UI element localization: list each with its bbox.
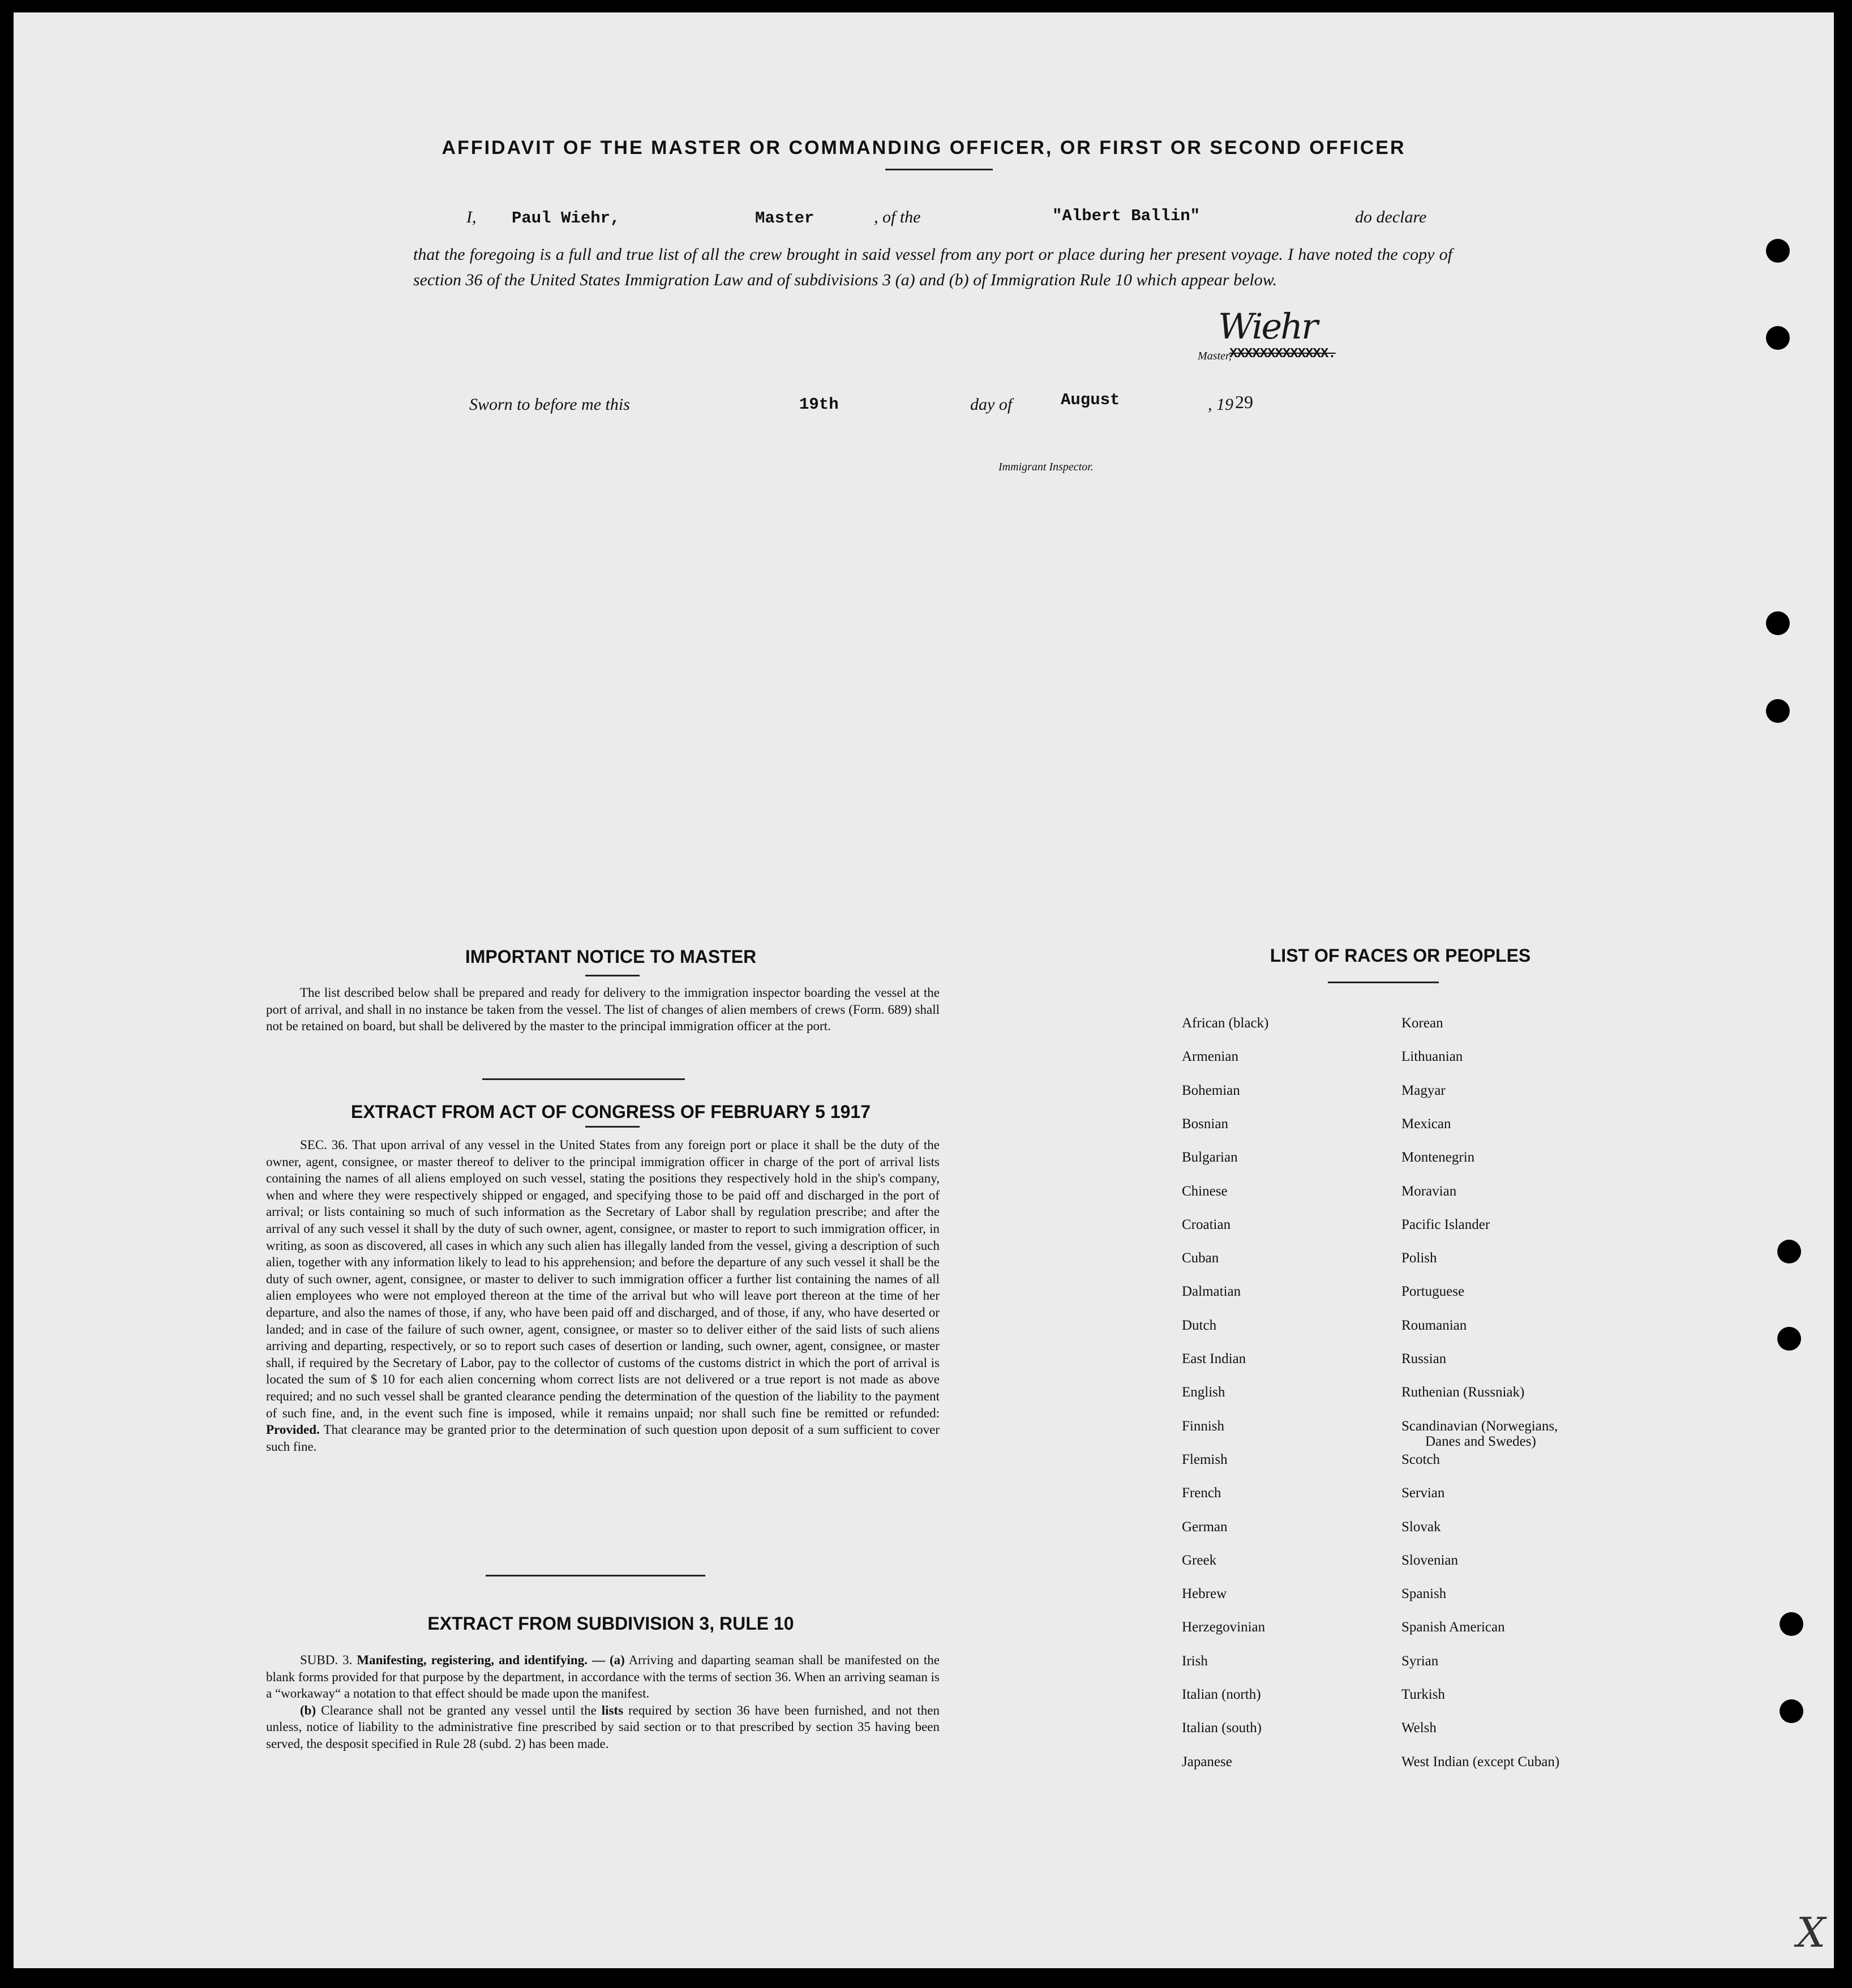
day-of-label: day of xyxy=(970,395,1013,414)
master-label: Master, xyxy=(1198,350,1232,362)
race-item: Moravian xyxy=(1401,1183,1457,1199)
race-item: Finnish xyxy=(1182,1418,1225,1434)
race-item: Roumanian xyxy=(1401,1317,1467,1333)
race-item: Cuban xyxy=(1182,1250,1219,1266)
race-item: French xyxy=(1182,1485,1221,1501)
act-body: SEC. 36. That upon arrival of any vessel in the United States from any foreign port or place it shall be the duty of the owner, agent, consignee, or master thereof to deliver to the principal immigration officer in charge of the port of arrival lists containing the names of all aliens employed on such vessel, stating the positions they respectively hold in the ship's company, when and where they were respectively shipped or engaged, and specifying those to be paid off and discharged in the port of arrival; or lists containing so much of such information as the Secretary of Labor shall by regulation prescribe; and after the arrival of any such vessel it shall by the duty of such owner, agent, consignee, or master to report to such immigration officer, in writing, as soon as discovered, all cases in which any such alien has illegally landed from the vessel, giving a description of such alien, together with any information likely to lead to his apprehension; and before the departure of any such vessel it shall be the duty of such owner, agent, consignee, or master to deliver to such immigration officer a further list containing the names of all alien employees who were not employed thereon at the time of the arrival but who will leave port thereon at the time of her departure, and also the names of those, if any, who have been paid off and discharged, and of those, if any, who have deserted or landed; and in case of the failure of such owner, agent, consignee, or master so to deliver either of the said lists of such aliens arriving and departing, respectively, or so to report such cases of desertion or landing, such owner, agent, consignee, or master shall, if required by the Secretary of Labor, pay to the collector of customs of the customs district in which the port of arrival is located the sum of $ 10 for each alien concerning whom correct lists are not delivered or a true report is not made as above required; and no such vessel shall be granted clearance pending the determination of the question of the liability to the payment of such fine, and, in the event such fine is imposed, while it remains unpaid; nor shall such fine be remitted or refunded: xyxy=(266,1138,940,1420)
act-body-end: That clearance may be granted prior to the determination of such question upon deposit of a sum sufficient to cover such fine. xyxy=(266,1423,940,1454)
punch-hole xyxy=(1766,239,1790,263)
notice-paragraph: The list described below shall be prepared and ready for delivery to the immigration inspector boarding the vessel at the port of arrival, and shall in no instance be taken from the vessel. The list of changes of alien members of crews (Form. 689) shall not be retained on board, but shall be delivered by the master to the principal immigration officer at the port. xyxy=(266,986,940,1034)
rule-title: EXTRACT FROM SUBDIVISION 3, RULE 10 xyxy=(427,1613,794,1634)
inspector-label: Immigrant Inspector. xyxy=(998,461,1094,473)
master-signature: Wiehr xyxy=(1218,306,1317,347)
race-item: Scotch xyxy=(1401,1451,1441,1467)
punch-hole xyxy=(1777,1327,1801,1351)
act-title: EXTRACT FROM ACT OF CONGRESS OF FEBRUARY 5 1917 xyxy=(350,1102,871,1122)
race-item: Danes and Swedes) xyxy=(1425,1433,1536,1449)
race-item: West Indian (except Cuban) xyxy=(1401,1754,1560,1770)
sworn-day: 19th xyxy=(799,395,839,414)
title-divider xyxy=(885,169,993,170)
do-declare-label: do declare xyxy=(1355,208,1427,226)
punch-hole xyxy=(1766,611,1790,635)
race-item: Dalmatian xyxy=(1182,1284,1241,1300)
master-name: Paul Wiehr, xyxy=(512,209,620,228)
punch-hole xyxy=(1780,1699,1803,1723)
race-item: Hebrew xyxy=(1182,1586,1227,1602)
race-item: Slovenian xyxy=(1401,1552,1458,1568)
race-item: Ruthenian (Russniak) xyxy=(1401,1385,1525,1400)
clause-a-label: (a) xyxy=(609,1653,625,1667)
struck-title: XXXXXXXXXXXXX. xyxy=(1229,346,1336,362)
act-text xyxy=(266,1137,940,1455)
master-rank: Master xyxy=(755,209,814,228)
rule-text xyxy=(266,1652,940,1753)
races-divider xyxy=(1328,982,1439,983)
sworn-label: Sworn to before me this xyxy=(469,395,630,414)
race-item: Bohemian xyxy=(1182,1082,1240,1098)
race-item: Flemish xyxy=(1182,1451,1228,1467)
clause-b-lists: lists xyxy=(601,1703,624,1717)
declaration-statement: that the foregoing is a full and true list of all the crew brought in said vessel from any port or place during her present voyage. I have noted the copy of section 36 of the United States Immigration Law and of subdivisions 3 (a) and (b) of Immigration Rule 10 which appear below. xyxy=(413,245,1452,289)
race-item: Bosnian xyxy=(1182,1116,1228,1132)
race-item: Spanish American xyxy=(1401,1619,1505,1635)
races-right-column xyxy=(1401,1016,1684,1797)
race-item: Dutch xyxy=(1182,1317,1217,1333)
races-left-column xyxy=(1182,1016,1397,1797)
vessel-name: "Albert Ballin" xyxy=(1052,207,1201,225)
race-item: Herzegovinian xyxy=(1182,1619,1266,1635)
race-item: Italian (south) xyxy=(1182,1720,1262,1736)
race-item: Welsh xyxy=(1401,1720,1437,1736)
race-item: Magyar xyxy=(1401,1082,1446,1098)
race-item: Slovak xyxy=(1401,1519,1441,1535)
affidavit-title: AFFIDAVIT OF THE MASTER OR COMMANDING OFFICER, OR FIRST OR SECOND OFFICER xyxy=(441,137,1406,158)
subd-title: Manifesting, registering, and identifying. xyxy=(357,1653,588,1667)
race-item: East Indian xyxy=(1182,1351,1246,1366)
punch-hole xyxy=(1780,1612,1803,1636)
race-item: Korean xyxy=(1401,1016,1443,1031)
punch-hole xyxy=(1766,326,1790,350)
act-paragraph xyxy=(266,1137,940,1455)
race-item: Mexican xyxy=(1401,1116,1451,1132)
punch-hole xyxy=(1766,699,1790,723)
signature-block xyxy=(1191,306,1463,374)
race-item: Pacific Islander xyxy=(1401,1216,1490,1232)
race-item: Scandinavian (Norwegians, xyxy=(1401,1418,1558,1434)
clause-a-text: Arriving and daparting seaman shall be manifested on the blank forms provided for that purpose by the department, in accordance with the terms of section 36. When an arriving seaman is a “workaway“ a notation to that effect should be made upon the manifest. xyxy=(266,1653,940,1701)
race-item: African (black) xyxy=(1182,1016,1269,1031)
declaration-line xyxy=(14,208,1834,233)
section-divider xyxy=(482,1078,685,1080)
declaration-i: I, xyxy=(466,208,477,226)
margin-mark: X xyxy=(1797,1909,1826,1956)
act-divider xyxy=(585,1126,640,1128)
year-prefix: , 19 xyxy=(1208,395,1233,414)
race-item: Servian xyxy=(1401,1485,1445,1501)
race-item: Montenegrin xyxy=(1401,1150,1475,1166)
clause-b-text: Clearance shall not be granted any vessel until the xyxy=(321,1703,597,1717)
race-item: Irish xyxy=(1182,1653,1208,1669)
punch-hole xyxy=(1777,1240,1801,1263)
race-item: Polish xyxy=(1401,1250,1437,1266)
race-item: Armenian xyxy=(1182,1049,1238,1065)
rule-paragraph-a xyxy=(266,1652,940,1702)
race-item: Russian xyxy=(1401,1351,1447,1366)
subd-dash: — xyxy=(591,1653,605,1667)
subd-number: SUBD. 3. xyxy=(300,1653,353,1667)
section-divider xyxy=(486,1575,705,1576)
race-item: Lithuanian xyxy=(1401,1049,1463,1065)
document-page xyxy=(14,12,1834,1968)
race-item: Japanese xyxy=(1182,1754,1232,1770)
race-item: Portuguese xyxy=(1401,1284,1465,1300)
race-item: Syrian xyxy=(1401,1653,1439,1669)
sworn-year: 29 xyxy=(1235,392,1253,412)
race-item: Greek xyxy=(1182,1552,1217,1568)
race-item: Croatian xyxy=(1182,1216,1231,1232)
of-the-label: , of the xyxy=(874,208,921,226)
race-item: German xyxy=(1182,1519,1228,1535)
sworn-month: August xyxy=(1061,391,1120,409)
race-item: Italian (north) xyxy=(1182,1687,1261,1702)
race-item: Chinese xyxy=(1182,1183,1228,1199)
clause-b-text-end: required by section 36 have been furnished, and not then unless, notice of liability to the administrative fine prescribed by said section or to that prescribed by section 35 having been served, the desposit specified in Rule 28 (subd. 2) has been made. xyxy=(266,1703,940,1751)
notice-title: IMPORTANT NOTICE TO MASTER xyxy=(465,946,757,967)
races-title: LIST OF RACES OR PEOPLES xyxy=(1270,945,1531,966)
sworn-line xyxy=(14,384,1834,414)
clause-b-label: (b) xyxy=(300,1703,316,1717)
notice-text xyxy=(266,984,940,1035)
race-item: Turkish xyxy=(1401,1687,1445,1702)
notice-divider xyxy=(585,975,640,976)
race-item: Bulgarian xyxy=(1182,1150,1238,1166)
act-provided: Provided. xyxy=(266,1423,320,1437)
race-item: Spanish xyxy=(1401,1586,1447,1602)
race-item: English xyxy=(1182,1385,1225,1400)
rule-paragraph-b xyxy=(266,1702,940,1753)
